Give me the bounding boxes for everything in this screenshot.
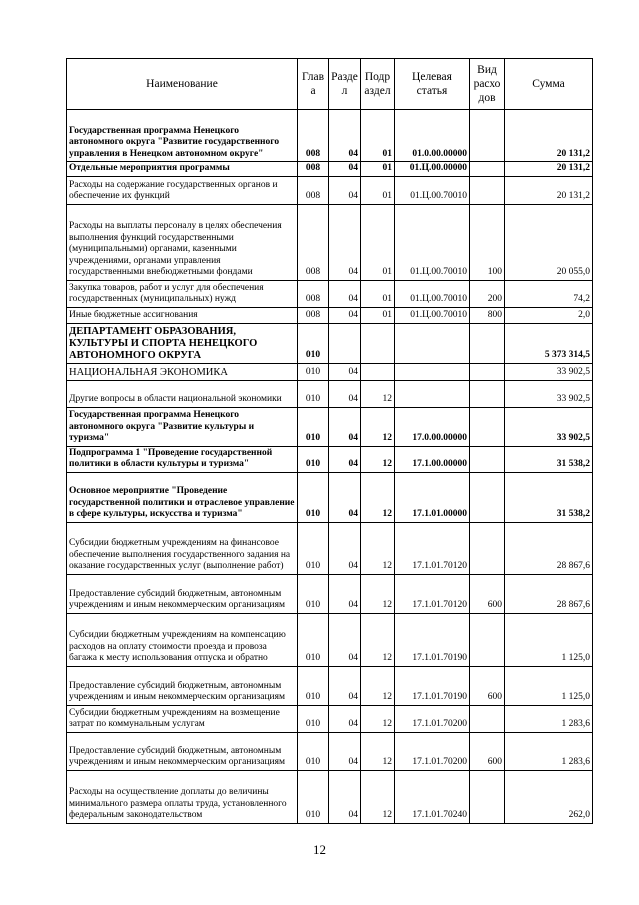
row-podrazdel: 01 <box>361 110 395 162</box>
row-podrazdel: 12 <box>361 472 395 522</box>
row-sum: 2,0 <box>505 307 593 323</box>
row-glava: 010 <box>298 407 329 446</box>
row-razdel: 04 <box>329 110 361 162</box>
row-razdel: 04 <box>329 732 361 770</box>
row-razdel: 04 <box>329 522 361 574</box>
table-row <box>67 363 593 380</box>
row-name: Расходы на осуществление доплаты до величины минимального размера оплаты труда, установленного федеральным законодательством <box>67 770 298 823</box>
row-name: Предоставление субсидий бюджетным, автономным учреждениям и иным некоммерческим организациям <box>67 666 298 705</box>
row-target <box>395 323 470 363</box>
row-sum: 5 373 314,5 <box>505 323 593 363</box>
header-podrazdel: Подр аздел <box>361 59 395 110</box>
row-vid <box>470 613 505 666</box>
row-name: НАЦИОНАЛЬНАЯ ЭКОНОМИКА <box>67 363 298 380</box>
header-vid: Вид расхо дов <box>470 59 505 110</box>
row-target: 17.1.01.70190 <box>395 666 470 705</box>
row-target: 01.Ц.00.70010 <box>395 280 470 307</box>
row-razdel: 04 <box>329 705 361 732</box>
row-name: Расходы на содержание государственных органов и обеспечение их функций <box>67 176 298 204</box>
table-row <box>67 176 593 204</box>
row-vid: 600 <box>470 666 505 705</box>
table-row <box>67 204 593 280</box>
row-glava: 010 <box>298 705 329 732</box>
row-glava: 010 <box>298 732 329 770</box>
row-razdel: 04 <box>329 446 361 472</box>
row-glava: 010 <box>298 446 329 472</box>
row-razdel: 04 <box>329 472 361 522</box>
row-podrazdel: 12 <box>361 574 395 613</box>
row-razdel: 04 <box>329 162 361 177</box>
row-name: Отдельные мероприятия программы <box>67 162 298 177</box>
row-podrazdel <box>361 323 395 363</box>
row-vid <box>470 363 505 380</box>
row-target: 17.0.00.00000 <box>395 407 470 446</box>
row-vid <box>470 162 505 177</box>
row-razdel: 04 <box>329 770 361 823</box>
row-sum: 33 902,5 <box>505 407 593 446</box>
row-sum: 31 538,2 <box>505 446 593 472</box>
row-name: Предоставление субсидий бюджетным, автономным учреждениям и иным некоммерческим организациям <box>67 732 298 770</box>
row-razdel: 04 <box>329 613 361 666</box>
row-name: Расходы на выплаты персоналу в целях обеспечения выполнения функций государственными (муниципальными) органами, казенными учреждениями, органами управления государственными внебюджетными фондами <box>67 204 298 280</box>
table-row <box>67 307 593 323</box>
table-row <box>67 522 593 574</box>
table-row <box>67 732 593 770</box>
row-sum: 20 131,2 <box>505 162 593 177</box>
row-target: 17.1.01.70240 <box>395 770 470 823</box>
row-razdel: 04 <box>329 380 361 407</box>
row-sum: 20 055,0 <box>505 204 593 280</box>
row-vid: 100 <box>470 204 505 280</box>
row-glava: 010 <box>298 323 329 363</box>
row-name: Подпрограмма 1 "Проведение государственной политики в области культуры и туризма" <box>67 446 298 472</box>
row-razdel: 04 <box>329 204 361 280</box>
header-row <box>67 59 593 110</box>
row-razdel: 04 <box>329 666 361 705</box>
row-target: 17.1.01.00000 <box>395 472 470 522</box>
row-glava: 008 <box>298 307 329 323</box>
row-razdel: 04 <box>329 407 361 446</box>
row-glava: 010 <box>298 380 329 407</box>
row-podrazdel: 12 <box>361 380 395 407</box>
row-glava: 008 <box>298 176 329 204</box>
row-podrazdel: 01 <box>361 176 395 204</box>
row-sum: 1 283,6 <box>505 732 593 770</box>
row-target: 01.Ц.00.70010 <box>395 204 470 280</box>
table-row <box>67 666 593 705</box>
row-podrazdel: 01 <box>361 280 395 307</box>
header-name: Наименование <box>67 59 298 110</box>
row-razdel: 04 <box>329 574 361 613</box>
table-row <box>67 705 593 732</box>
row-glava: 008 <box>298 204 329 280</box>
page-number: 12 <box>313 842 326 857</box>
row-razdel: 04 <box>329 280 361 307</box>
row-target: 17.1.01.70120 <box>395 522 470 574</box>
row-glava: 010 <box>298 363 329 380</box>
table-row <box>67 574 593 613</box>
row-target: 17.1.01.70200 <box>395 732 470 770</box>
row-target: 01.Ц.00.00000 <box>395 162 470 177</box>
row-glava: 010 <box>298 522 329 574</box>
row-vid: 800 <box>470 307 505 323</box>
table-row <box>67 162 593 177</box>
row-glava: 008 <box>298 162 329 177</box>
row-glava: 010 <box>298 472 329 522</box>
row-podrazdel: 12 <box>361 666 395 705</box>
row-razdel: 04 <box>329 307 361 323</box>
row-vid <box>470 380 505 407</box>
row-sum: 1 283,6 <box>505 705 593 732</box>
row-razdel <box>329 323 361 363</box>
row-podrazdel: 12 <box>361 446 395 472</box>
row-vid <box>470 176 505 204</box>
row-name: Субсидии бюджетным учреждениям на компенсацию расходов на оплату стоимости проезда и провоза багажа к месту использования отпуска и обратно <box>67 613 298 666</box>
row-glava: 010 <box>298 574 329 613</box>
row-vid <box>470 770 505 823</box>
row-name: Основное мероприятие "Проведение государственной политики и отраслевое управление в сфере культуры, искусства и туризма" <box>67 472 298 522</box>
row-target: 01.Ц.00.70010 <box>395 307 470 323</box>
row-podrazdel: 12 <box>361 770 395 823</box>
row-podrazdel: 12 <box>361 705 395 732</box>
row-name: Субсидии бюджетным учреждениям на возмещение затрат по коммунальным услугам <box>67 705 298 732</box>
row-target: 17.1.00.00000 <box>395 446 470 472</box>
row-vid: 600 <box>470 732 505 770</box>
row-vid <box>470 407 505 446</box>
row-podrazdel: 12 <box>361 732 395 770</box>
row-sum: 20 131,2 <box>505 176 593 204</box>
row-vid <box>470 446 505 472</box>
row-podrazdel: 12 <box>361 407 395 446</box>
header-target: Целевая статья <box>395 59 470 110</box>
row-podrazdel: 12 <box>361 522 395 574</box>
row-vid <box>470 522 505 574</box>
row-sum: 20 131,2 <box>505 110 593 162</box>
row-sum: 74,2 <box>505 280 593 307</box>
table-row <box>67 770 593 823</box>
row-glava: 008 <box>298 280 329 307</box>
row-podrazdel <box>361 363 395 380</box>
row-razdel: 04 <box>329 176 361 204</box>
row-sum: 33 902,5 <box>505 363 593 380</box>
table-row <box>67 380 593 407</box>
row-target: 01.0.00.00000 <box>395 110 470 162</box>
row-vid <box>470 472 505 522</box>
row-sum: 1 125,0 <box>505 613 593 666</box>
row-vid <box>470 110 505 162</box>
row-name: Предоставление субсидий бюджетным, автономным учреждениям и иным некоммерческим организациям <box>67 574 298 613</box>
row-podrazdel: 01 <box>361 307 395 323</box>
table-row <box>67 472 593 522</box>
row-name: Государственная программа Ненецкого автономного округа "Развитие государственного управления в Ненецком автономном округе" <box>67 110 298 162</box>
row-glava: 010 <box>298 770 329 823</box>
row-name: ДЕПАРТАМЕНТ ОБРАЗОВАНИЯ, КУЛЬТУРЫ И СПОРТА НЕНЕЦКОГО АВТОНОМНОГО ОКРУГА <box>67 323 298 363</box>
row-name: Субсидии бюджетным учреждениям на финансовое обеспечение выполнения государственного задания на оказание государственных услуг (выполнение работ) <box>67 522 298 574</box>
table-row <box>67 613 593 666</box>
row-sum: 28 867,6 <box>505 522 593 574</box>
row-vid <box>470 323 505 363</box>
row-razdel: 04 <box>329 363 361 380</box>
row-target <box>395 363 470 380</box>
row-sum: 31 538,2 <box>505 472 593 522</box>
budget-table <box>66 58 593 824</box>
row-target: 17.1.01.70200 <box>395 705 470 732</box>
row-vid: 600 <box>470 574 505 613</box>
row-glava: 008 <box>298 110 329 162</box>
row-glava: 010 <box>298 666 329 705</box>
row-target: 17.1.01.70190 <box>395 613 470 666</box>
header-glava: Глав а <box>298 59 329 110</box>
table-row <box>67 446 593 472</box>
row-vid: 200 <box>470 280 505 307</box>
row-podrazdel: 01 <box>361 162 395 177</box>
row-glava: 010 <box>298 613 329 666</box>
header-razdel: Разде л <box>329 59 361 110</box>
table-row <box>67 110 593 162</box>
row-name: Другие вопросы в области национальной экономики <box>67 380 298 407</box>
row-sum: 33 902,5 <box>505 380 593 407</box>
row-sum: 28 867,6 <box>505 574 593 613</box>
row-sum: 262,0 <box>505 770 593 823</box>
row-target: 01.Ц.00.70010 <box>395 176 470 204</box>
row-name: Иные бюджетные ассигнования <box>67 307 298 323</box>
table-row <box>67 280 593 307</box>
row-name: Государственная программа Ненецкого автономного округа "Развитие культуры и туризма" <box>67 407 298 446</box>
row-target <box>395 380 470 407</box>
header-sum: Сумма <box>505 59 593 110</box>
row-podrazdel: 01 <box>361 204 395 280</box>
row-sum: 1 125,0 <box>505 666 593 705</box>
table-row <box>67 323 593 363</box>
row-podrazdel: 12 <box>361 613 395 666</box>
table-row <box>67 407 593 446</box>
row-target: 17.1.01.70120 <box>395 574 470 613</box>
row-name: Закупка товаров, работ и услуг для обеспечения государственных (муниципальных) нужд <box>67 280 298 307</box>
row-vid <box>470 705 505 732</box>
